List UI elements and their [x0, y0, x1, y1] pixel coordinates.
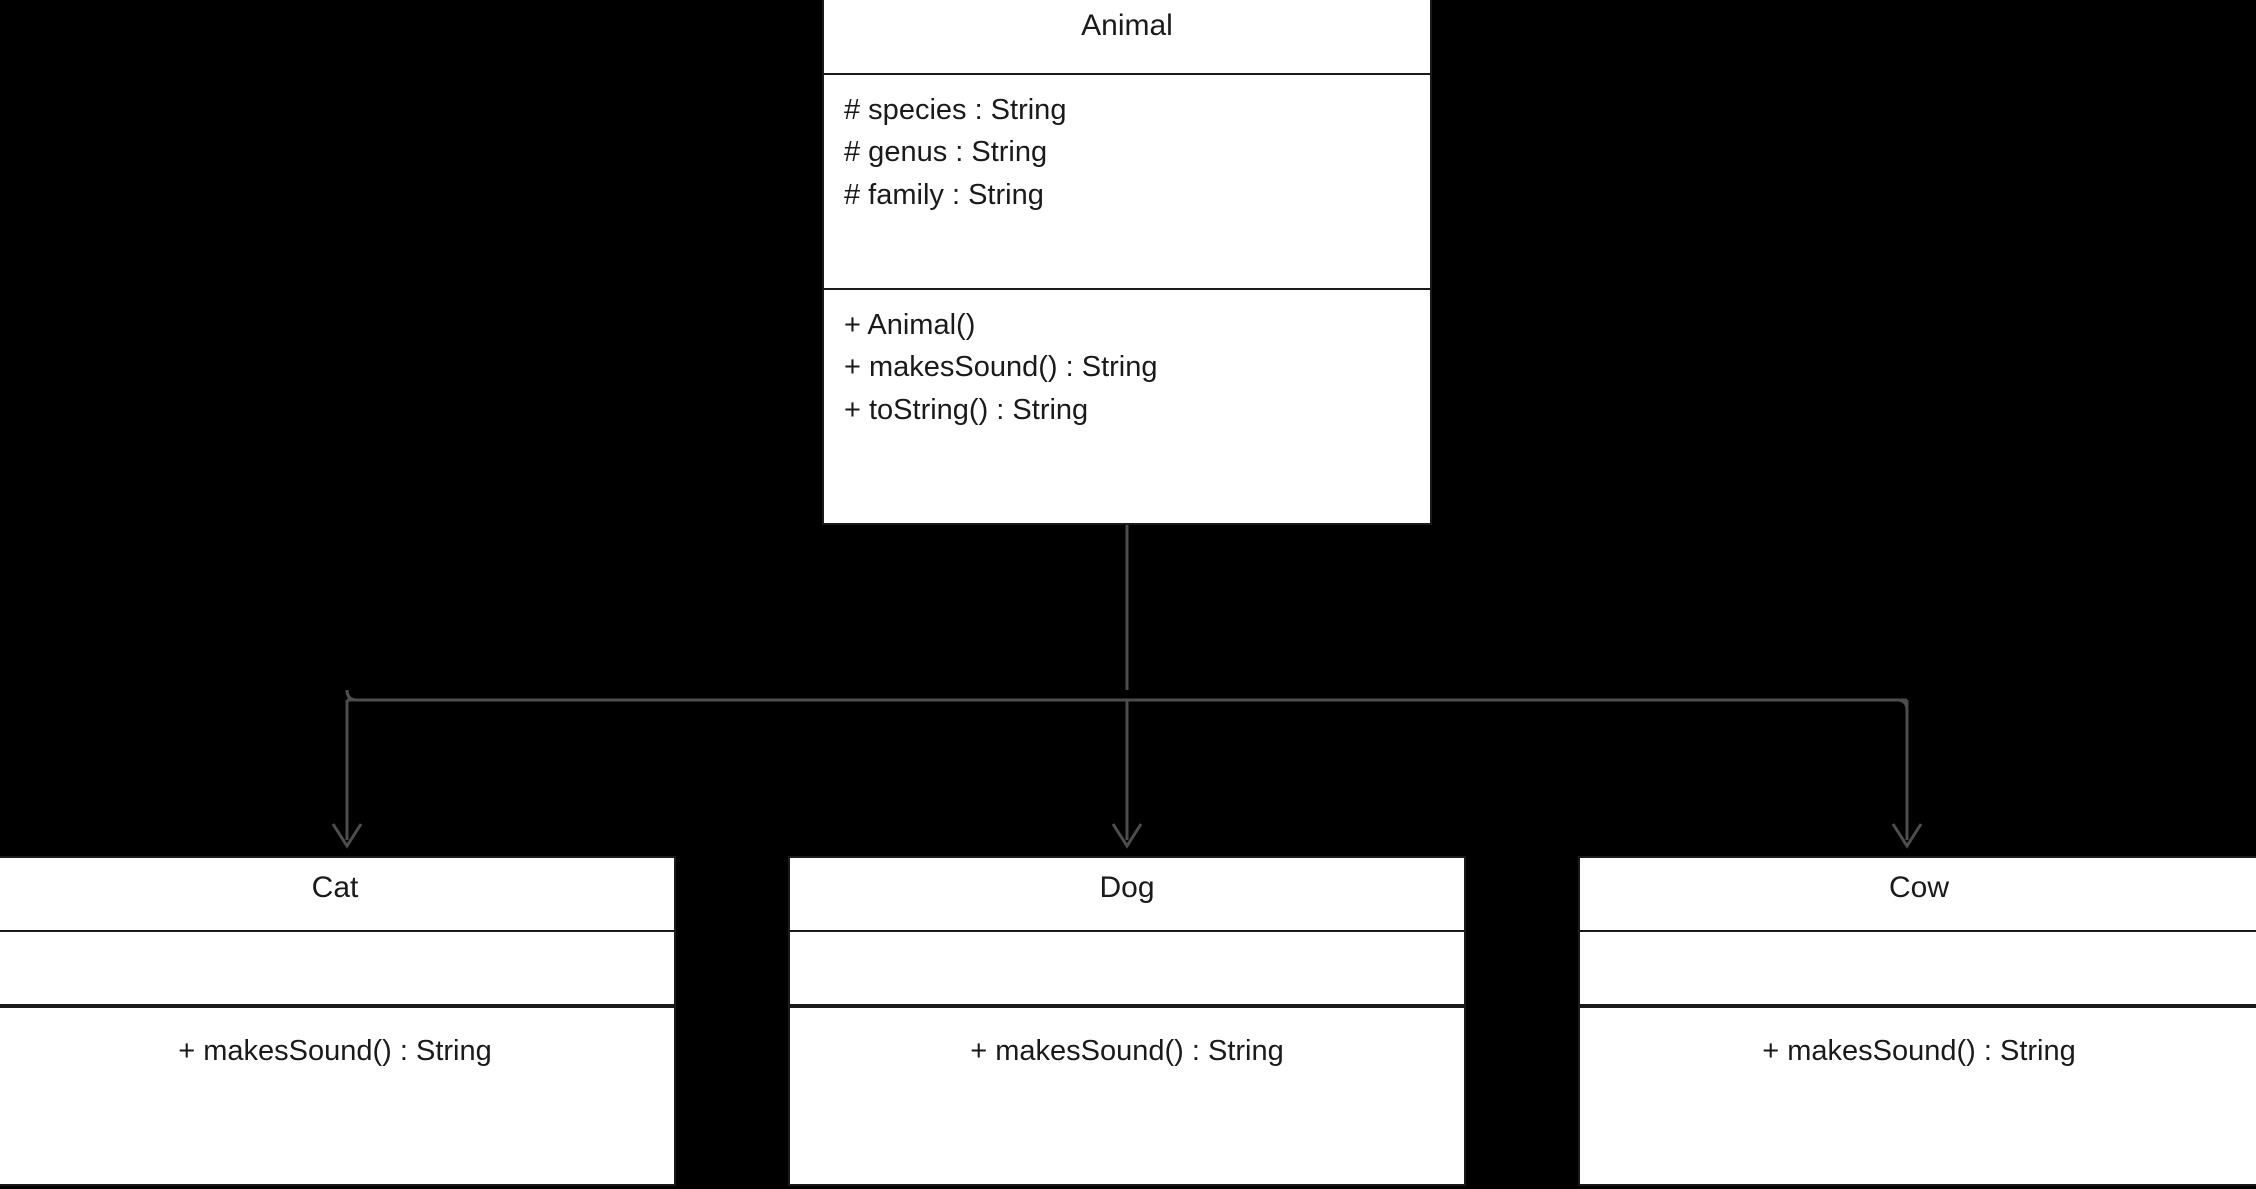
arrowhead-dog: [1113, 824, 1141, 846]
operations-compartment-cow: [1580, 1006, 2256, 1088]
uml-class-dog[interactable]: [788, 856, 1466, 1186]
class-name-cow: Cow: [1580, 858, 2256, 932]
operation-row: + Animal(): [844, 309, 976, 341]
arrowhead-cat: [333, 824, 361, 846]
uml-class-cow[interactable]: [1578, 856, 2256, 1186]
operations-compartment-cat: [0, 1006, 674, 1088]
class-name-cat: Cat: [0, 858, 674, 932]
operation-row: + makesSound() : String: [970, 1035, 1284, 1067]
uml-class-cat[interactable]: [0, 856, 676, 1186]
attributes-compartment-cow: [1580, 932, 2256, 1006]
edge-corner-right: [1897, 700, 1907, 710]
attributes-compartment-animal: [824, 75, 1430, 290]
operation-row: + makesSound() : String: [178, 1035, 492, 1067]
operations-compartment-animal: [824, 290, 1430, 447]
attribute-row: # species : String: [844, 94, 1067, 126]
operations-compartment-dog: [790, 1006, 1464, 1088]
edge-corner-left: [347, 690, 357, 700]
class-name-animal: Animal: [824, 0, 1430, 75]
class-name-dog: Dog: [790, 858, 1464, 932]
attribute-row: # genus : String: [844, 136, 1048, 169]
operation-row: + makesSound() : String: [1762, 1035, 2076, 1067]
attributes-compartment-dog: [790, 932, 1464, 1006]
operation-row: + makesSound() : String: [844, 351, 1158, 384]
attribute-row: # family : String: [844, 178, 1044, 211]
arrowhead-cow: [1893, 824, 1921, 846]
uml-class-animal[interactable]: [822, 0, 1432, 525]
attributes-compartment-cat: [0, 932, 674, 1006]
operation-row: + toString() : String: [844, 393, 1089, 426]
